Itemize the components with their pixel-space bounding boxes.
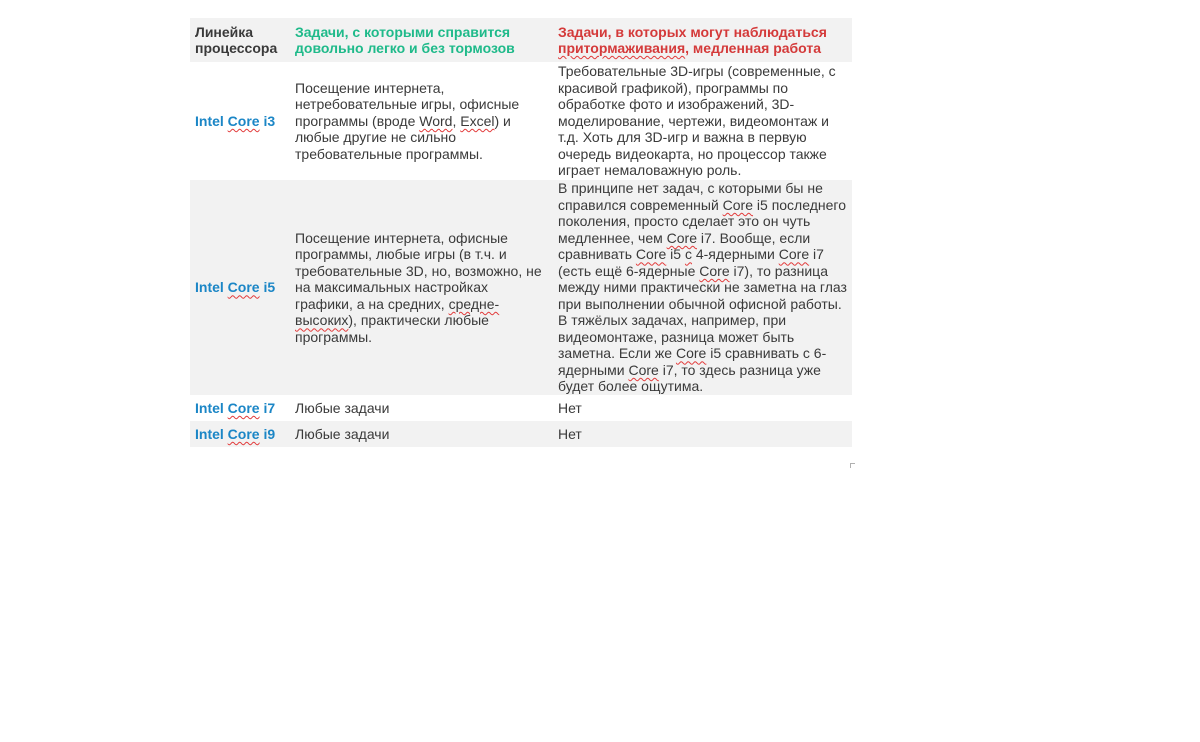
easy-text-end: ) и любые другие не сильно требовательные программы. <box>295 112 511 162</box>
header-slow-tasks <box>553 18 852 62</box>
slow-text-core: Core <box>666 229 697 246</box>
slow-text: i5 последнего поколения, просто сделает это он чуть медленнее, чем <box>558 196 846 246</box>
slow-text: i7. Вообще, если сравнивать <box>558 229 811 263</box>
cpu-comparison-table <box>190 18 852 447</box>
table-row <box>190 421 852 447</box>
slow-text: i5 сравнивать с 6-ядерными <box>558 345 827 378</box>
cpu-link-i5[interactable] <box>195 279 275 295</box>
table-row <box>190 180 852 395</box>
cpu-link-i9[interactable] <box>195 426 275 442</box>
slow-text-squiggle: с <box>684 246 692 263</box>
slow-text: В принципе нет задач, с которыми бы не справился современный <box>558 180 823 213</box>
cpu-model: i5 <box>263 279 276 296</box>
slow-text: i7 (есть ещё 6-ядерные <box>558 246 824 279</box>
cpu-name-cell <box>190 395 290 421</box>
easy-text-sep: , <box>452 112 461 129</box>
header-processor-line: Линейка процессора <box>195 23 278 56</box>
cpu-model: i3 <box>263 112 276 129</box>
cpu-family: Core <box>227 399 260 416</box>
slow-text-core: Core <box>675 345 707 362</box>
easy-tasks-cell <box>290 180 553 395</box>
slow-text-core: Core <box>628 361 659 378</box>
cpu-link-i3[interactable] <box>195 113 275 129</box>
cpu-model: i7 <box>263 399 276 416</box>
header-slow-text-b: притормаживания <box>558 40 686 56</box>
table-end-mark <box>850 463 855 468</box>
slow-tasks-cell: Нет <box>558 425 582 442</box>
slow-text-core: Core <box>635 246 667 263</box>
easy-text-word: Word <box>419 112 453 129</box>
cpu-family: Core <box>227 279 260 296</box>
cpu-brand: Intel <box>195 112 224 129</box>
cpu-name-cell <box>190 421 290 447</box>
easy-text-squiggle: средне-высоких <box>295 295 500 329</box>
slow-text: i7), то разница между ними практически не заметна на глаз при выполнении обычной офисной работы. В тяжёлых задачах, например, при видеомонтаже, разница может быть заметна. Если же <box>558 262 847 362</box>
cpu-name-cell <box>190 180 290 395</box>
cpu-family: Core <box>227 112 260 129</box>
table-row <box>190 62 852 180</box>
easy-text-end: ), практически любые программы. <box>295 312 489 345</box>
easy-tasks-cell: Любые задачи <box>295 425 390 442</box>
header-slow-text-a: Задачи, в которых могут наблюдаться <box>558 23 827 40</box>
slow-text: i5 <box>666 246 685 263</box>
header-slow-text-c: , медленная работа <box>685 40 822 56</box>
slow-tasks-cell: Требовательные 3D-игры (современные, с красивой графикой), программы по обработке фото и изображений, 3D-моделирование, чертежи, видеомонтаж и т.д. Хоть для 3D-игр и важна в первую очередь видеокарта, но процессор также играет немаловажную роль. <box>558 63 836 179</box>
easy-tasks-cell: Любые задачи <box>295 399 390 416</box>
document-page <box>190 18 852 447</box>
easy-tasks-cell <box>290 62 553 180</box>
table-header-row <box>190 18 852 62</box>
easy-text: Посещение интернета, нетребовательные игры, офисные программы (вроде <box>295 79 520 129</box>
cpu-brand: Intel <box>195 425 224 442</box>
table-row <box>190 395 852 421</box>
cpu-name-cell <box>190 62 290 180</box>
slow-text-core: Core <box>699 262 730 279</box>
cpu-brand: Intel <box>195 279 224 296</box>
easy-text-excel: Excel <box>460 112 495 129</box>
cpu-link-i7[interactable] <box>195 400 275 416</box>
header-easy-tasks: Задачи, с которыми справится довольно легко и без тормозов <box>295 23 515 56</box>
cpu-brand: Intel <box>195 399 224 416</box>
slow-tasks-cell: Нет <box>558 399 582 416</box>
slow-text: 4-ядерными <box>691 246 779 263</box>
slow-text-core: Core <box>778 246 810 263</box>
slow-text: i7, то здесь разница уже будет более ощутима. <box>558 361 821 395</box>
easy-text: Посещение интернета, офисные программы, любые игры (в т.ч. и требовательные 3D, но, возможно, не на максимальных настройках графики, а на средних, <box>295 229 542 312</box>
cpu-model: i9 <box>263 425 276 442</box>
cpu-family: Core <box>227 425 260 442</box>
slow-tasks-cell <box>553 180 852 395</box>
slow-text-core: Core <box>722 196 754 213</box>
